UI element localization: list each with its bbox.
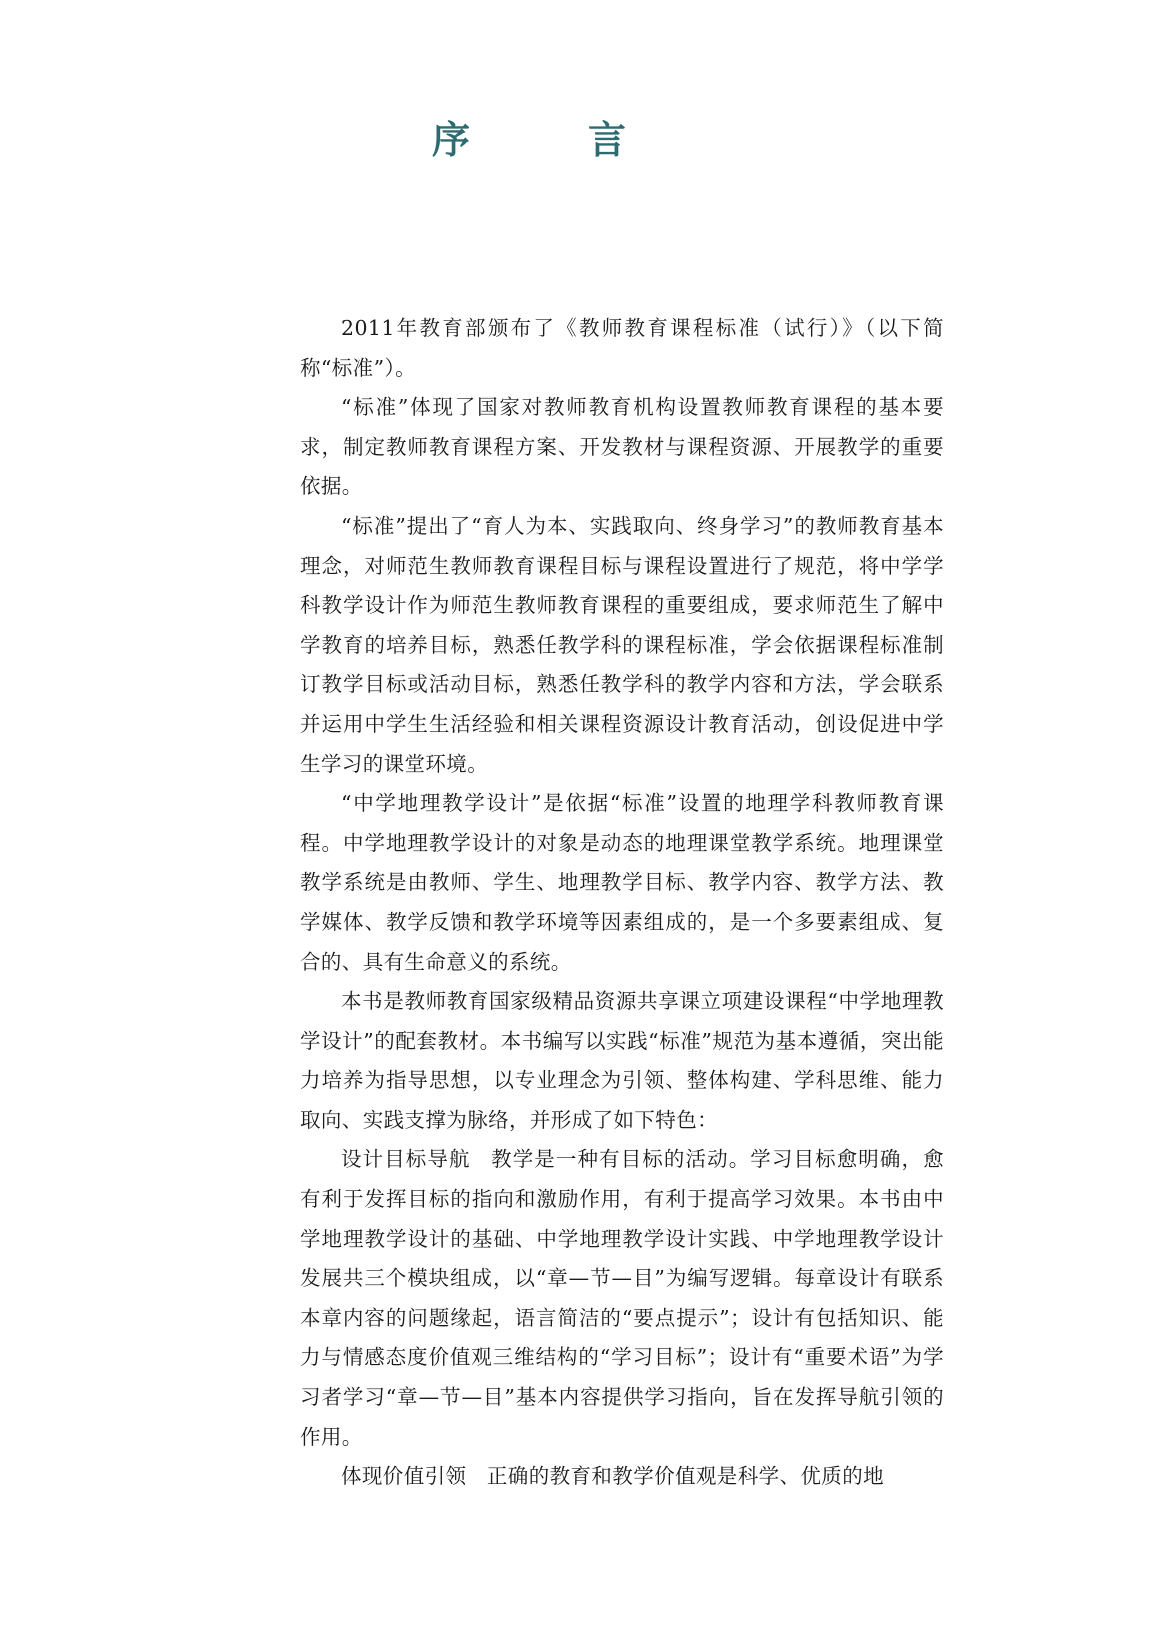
paragraph-5 (300, 982, 944, 1140)
paragraph-text: “标准”体现了国家对教师教育机构设置教师教育课程的基本要求，制定教师教育课程方案、开发教材与课程资源、开展教学的重要依据。 (300, 395, 944, 499)
paragraph-text: 教学是一种有目标的活动。学习目标愈明确，愈有利于发挥目标的指向和激励作用，有利于提高学习效果。本书由中学地理教学设计的基础、中学地理教学设计实践、中学地理教学设计发展共三个模块组成，以“章—节—目”为编写逻辑。每章设计有联系本章内容的问题缘起，语言简洁的“要点提示”；设计有包括知识、能力与情感态度价值观三维结构的“学习目标”；设计有“重要术语”为学习者学习“章—节—目”基本内容提供学习指向，旨在发挥导航引领的作用。 (300, 1147, 944, 1449)
paragraph-lead-heading: 设计目标导航 (341, 1147, 471, 1172)
paragraph-text: “标准”提出了“育人为本、实践取向、终身学习”的教师教育基本理念，对师范生教师教育课程目标与课程设置进行了规范，将中学学科教学设计作为师范生教师教育课程的重要组成，要求师范生了解中学教育的培养目标，熟悉任教学科的课程标准，学会依据课程标准制订教学目标或活动目标，熟悉任教学科的教学内容和方法，学会联系并运用中学生生活经验和相关课程资源设计教育活动，创设促进中学生学习的课堂环境。 (300, 513, 944, 776)
paragraph-text: 正确的教育和教学价值观是科学、优质的地 (486, 1464, 885, 1489)
paragraph-6 (300, 1140, 944, 1457)
paragraph-4 (300, 784, 944, 982)
page-title: 序 言 (432, 117, 667, 162)
paragraph-lead-heading: 体现价值引领 (341, 1464, 467, 1489)
paragraph-3 (300, 507, 944, 784)
paragraph-7 (300, 1457, 944, 1497)
paragraph-text: 2011年教育部颁布了《教师教育课程标准（试行）》（以下简称“标准”）。 (300, 316, 944, 380)
paragraph-text: 本书是教师教育国家级精品资源共享课立项建设课程“中学地理教学设计”的配套教材。本书编写以实践“标准”规范为基本遵循，突出能力培养为指导思想，以专业理念为引领、整体构建、学科思维、能力取向、实践支撑为脉络，并形成了如下特色： (300, 989, 944, 1132)
preface-body (300, 309, 944, 1497)
paragraph-1 (300, 309, 944, 388)
paragraph-2 (300, 388, 944, 507)
paragraph-text: “中学地理教学设计”是依据“标准”设置的地理学科教师教育课程。中学地理教学设计的对象是动态的地理课堂教学系统。地理课堂教学系统是由教师、学生、地理教学目标、教学内容、教学方法、教学媒体、教学反馈和教学环境等因素组成的，是一个多要素组成、复合的、具有生命意义的系统。 (300, 791, 944, 974)
